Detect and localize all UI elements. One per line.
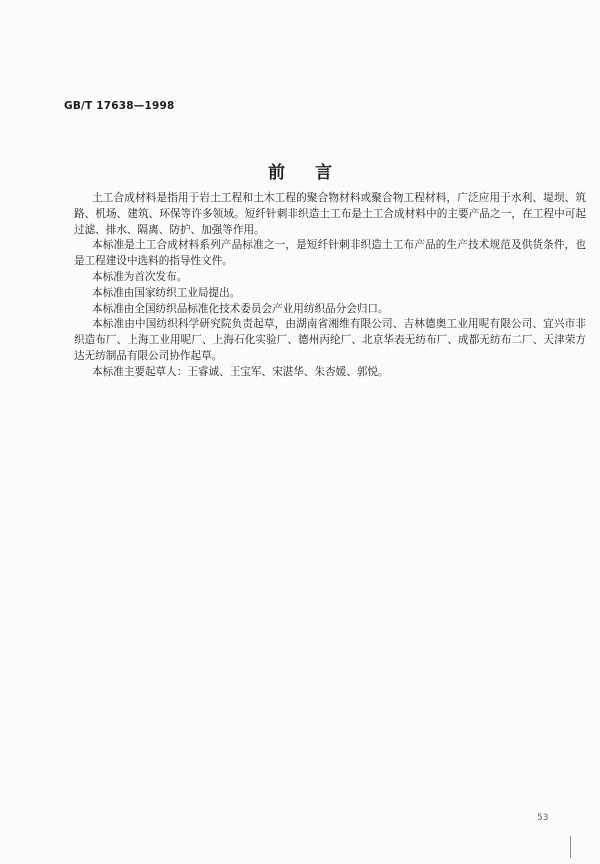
paragraph-drafted-by: 本标准由中国纺织科学研究院负责起草，由湖南省湘维有限公司、吉林德奥工业用呢有限公司、宜兴市非织造布厂、上海工业用呢厂、上海石化实验厂、德州丙纶厂、北京华表无纺布厂、成都无纺布二厂、天津荣方达无纺制品有限公司协作起草。 <box>74 318 586 362</box>
standard-code: GB/T 17638—1998 <box>64 100 175 112</box>
page-title: 前言 <box>268 163 362 183</box>
paragraph-definition: 土工合成材料是指用于岩土工程和土木工程的聚合物材料或聚合物工程材料，广泛应用于水利、堤坝、筑路、机场、建筑、环保等许多领域。短纤针刺非织造土工布是土工合成材料中的主要产品之一，在工程中可起过滤、排水、隔离、防护、加强等作用。 <box>74 192 586 236</box>
paragraph-drafters: 本标准主要起草人：王睿诚、王宝军、宋湛华、朱杏媛、郭悦。 <box>92 365 389 378</box>
foreword-body <box>74 191 586 381</box>
scan-mark <box>570 836 571 858</box>
paragraph-first-issue: 本标准为首次发布。 <box>92 270 188 283</box>
paragraph-series: 本标准是土工合成材料系列产品标准之一，是短纤针刺非织造土工布产品的生产技术规范及供货条件，也是工程建设中选料的指导性文件。 <box>74 239 586 268</box>
page-number: 53 <box>537 813 549 823</box>
paragraph-proposed-by: 本标准由国家纺织工业局提出。 <box>92 286 241 299</box>
paragraph-centralized-by: 本标准由全国纺织品标准化技术委员会产业用纺织品分会归口。 <box>92 302 389 315</box>
